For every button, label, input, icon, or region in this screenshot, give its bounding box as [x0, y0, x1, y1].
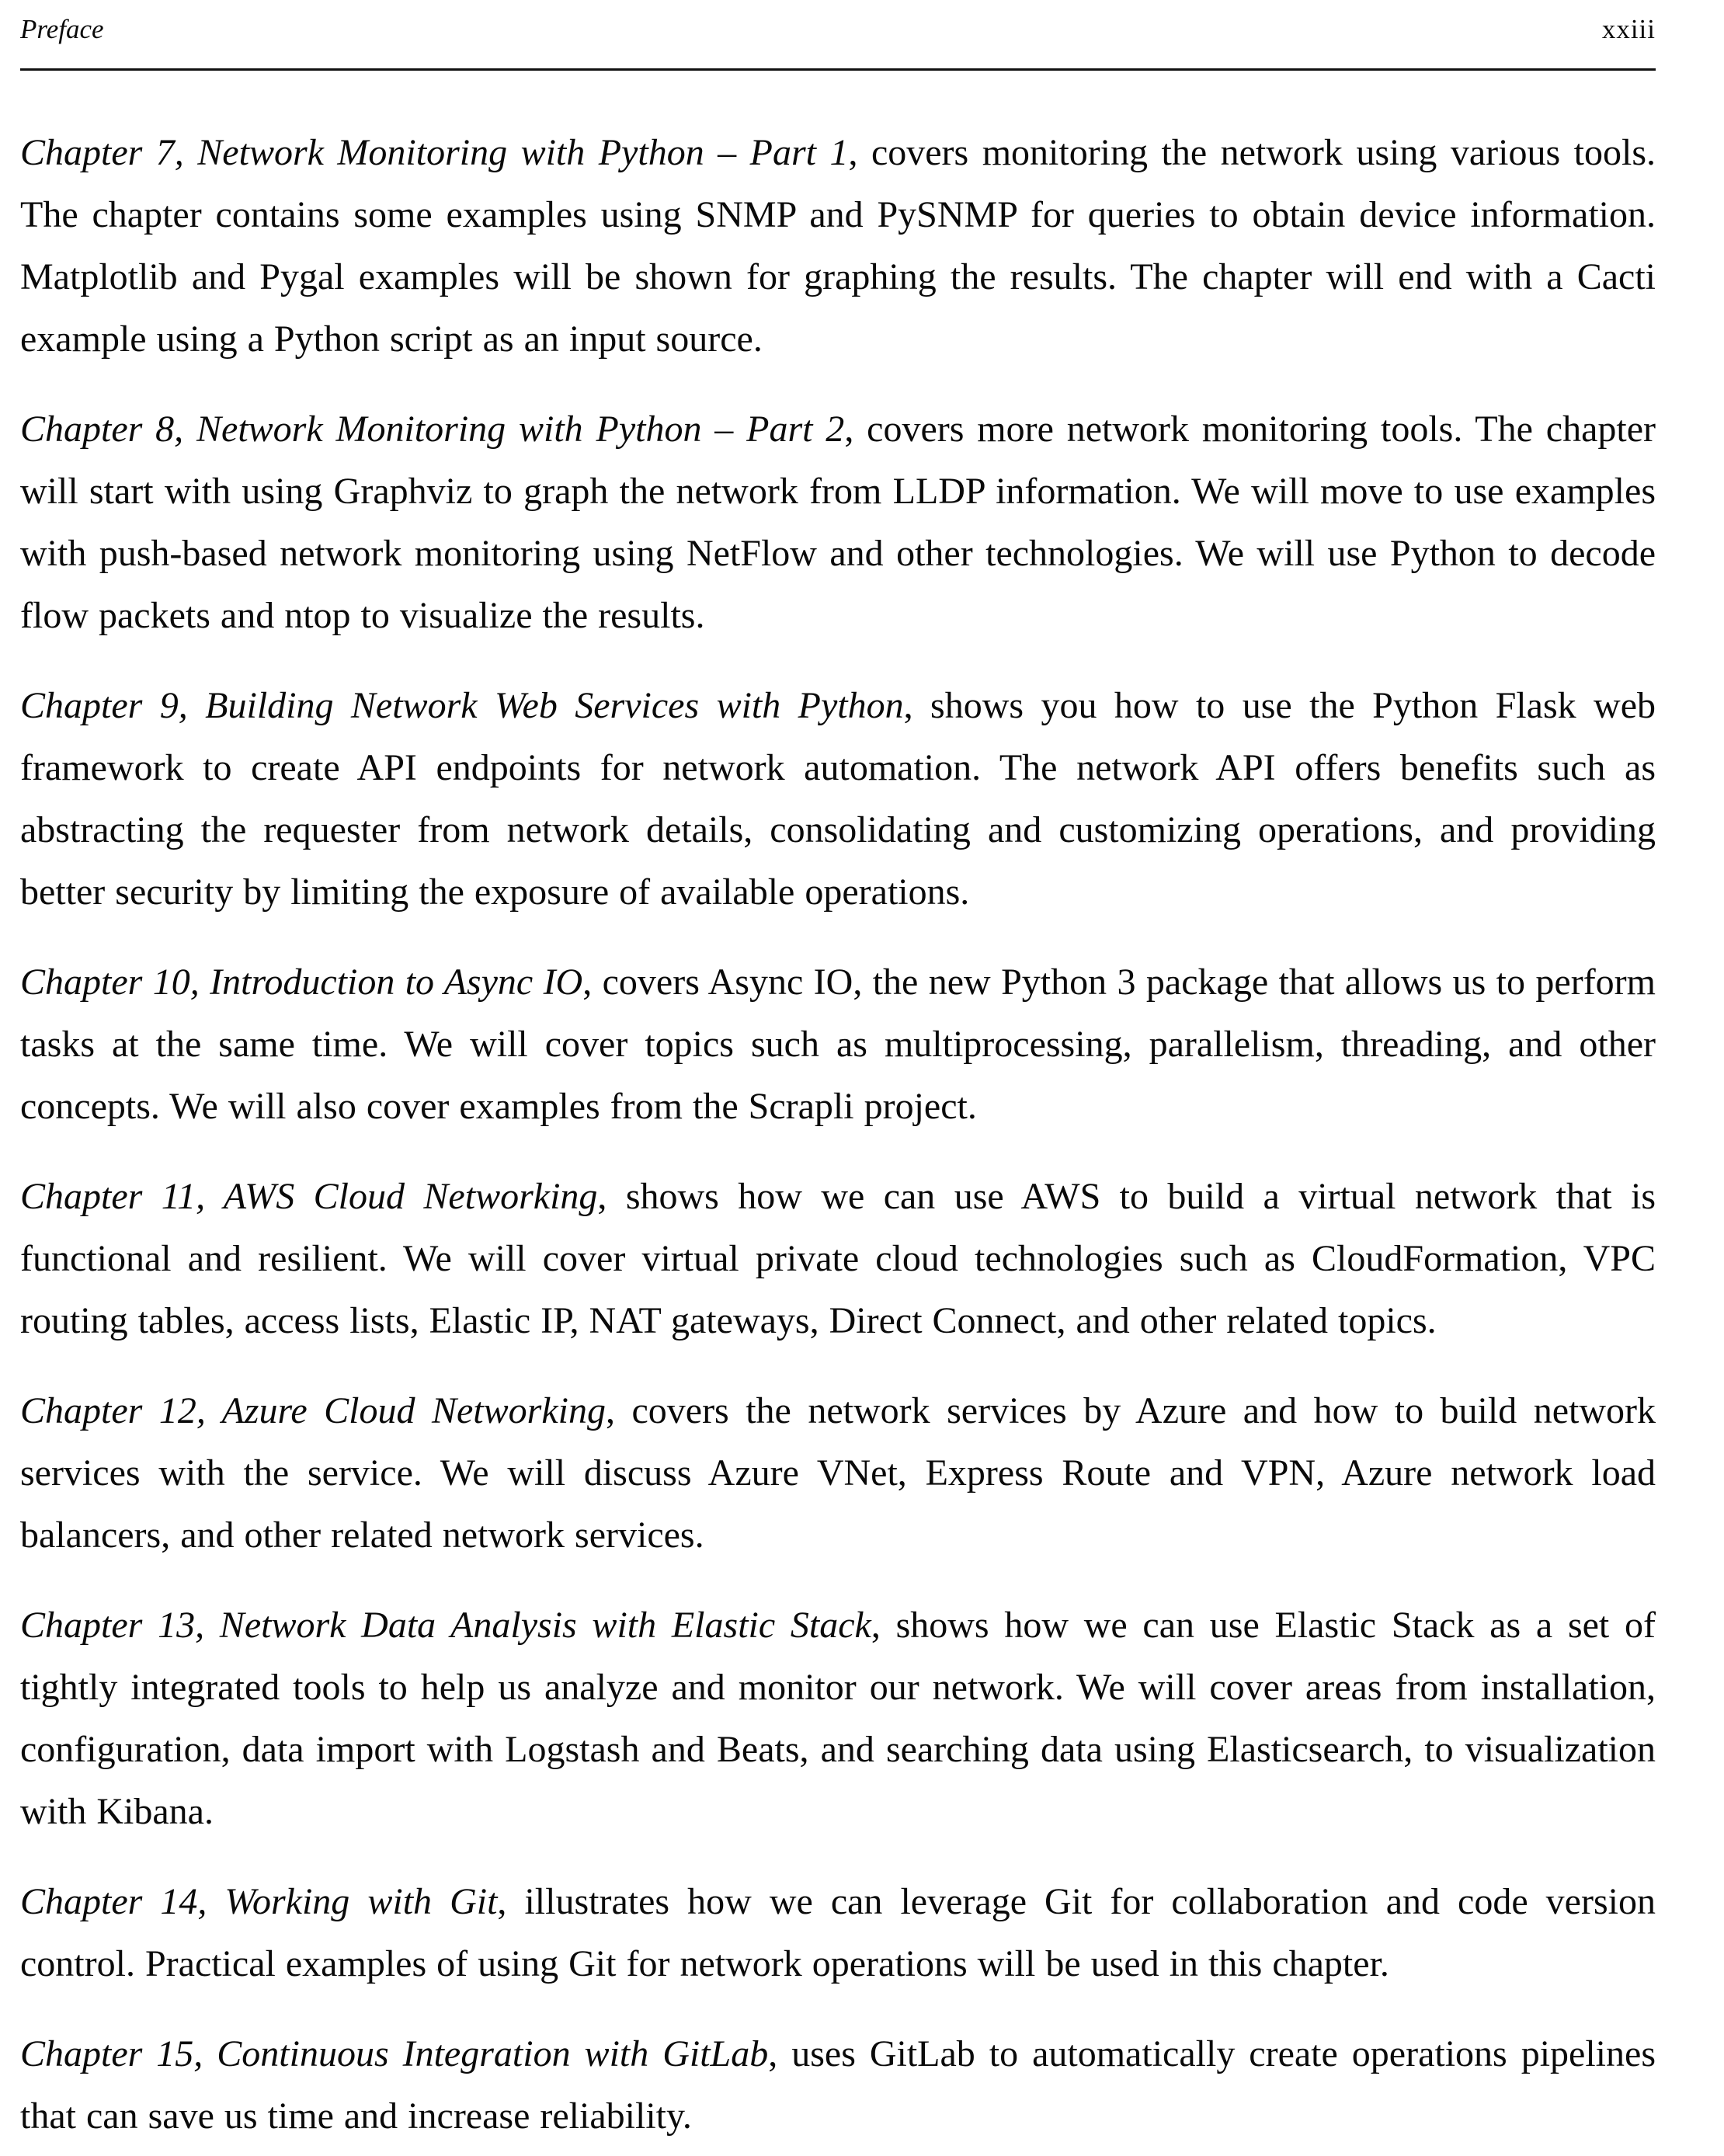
- chapter-15-description: , uses GitLab to automatically create operations pipelines that can save us time and increase reliability.: [20, 2033, 1656, 2137]
- page-number: xxiii: [1601, 14, 1656, 44]
- page-header: [20, 12, 1656, 47]
- chapter-paragraph-14: [20, 1871, 1656, 1995]
- chapter-9-description: , shows you how to use the Python Flask web framework to create API endpoints for network automation. The network API offers benefits such as abstracting the requester from network details, consolidating and customizing operations, and providing better security by limiting the exposure of available operations.: [20, 685, 1656, 913]
- page-body: [20, 122, 1656, 2147]
- chapter-10-title: Chapter 10, Introduction to Async IO: [20, 962, 583, 1003]
- chapter-8-title: Chapter 8, Network Monitoring with Python – Part 2: [20, 409, 845, 450]
- header-rule: [20, 68, 1656, 71]
- chapter-paragraph-9: [20, 675, 1656, 923]
- chapter-paragraph-10: [20, 951, 1656, 1138]
- chapter-11-title: Chapter 11, AWS Cloud Networking: [20, 1176, 598, 1217]
- chapter-paragraph-8: [20, 398, 1656, 647]
- chapter-8-description: , covers more network monitoring tools. The chapter will start with using Graphviz to graph the network from LLDP information. We will move to use examples with push-based network monitoring using NetFlow and other technologies. We will use Python to decode flow packets and ntop to visualize the results.: [20, 409, 1656, 636]
- chapter-15-title: Chapter 15, Continuous Integration with GitLab: [20, 2033, 769, 2074]
- chapter-paragraph-12: [20, 1380, 1656, 1567]
- chapter-paragraph-15: [20, 2023, 1656, 2147]
- chapter-11-description: , shows how we can use AWS to build a virtual network that is functional and resilient. We will cover virtual private cloud technologies such as CloudFormation, VPC routing tables, access lists, Elastic IP, NAT gateways, Direct Connect, and other related topics.: [20, 1176, 1656, 1341]
- chapter-14-title: Chapter 14, Working with Git: [20, 1881, 498, 1922]
- chapter-12-description: , covers the network services by Azure and how to build network services with the service. We will discuss Azure VNet, Express Route and VPN, Azure network load balancers, and other related network services.: [20, 1390, 1656, 1556]
- chapter-7-description: , covers monitoring the network using various tools. The chapter contains some examples using SNMP and PySNMP for queries to obtain device information. Matplotlib and Pygal examples will be shown for graphing the results. The chapter will end with a Cacti example using a Python script as an input source.: [20, 132, 1656, 360]
- chapter-13-description: , shows how we can use Elastic Stack as a set of tightly integrated tools to help us analyze and monitor our network. We will cover areas from installation, configuration, data import with Logstash and Beats, and searching data using Elasticsearch, to visualization with Kibana.: [20, 1605, 1656, 1832]
- chapter-9-title: Chapter 9, Building Network Web Services with Python: [20, 685, 904, 726]
- running-header-title: Preface: [20, 14, 104, 44]
- chapter-12-title: Chapter 12, Azure Cloud Networking: [20, 1390, 606, 1431]
- chapter-14-description: , illustrates how we can leverage Git for collaboration and code version control. Practical examples of using Git for network operations will be used in this chapter.: [20, 1881, 1656, 1984]
- chapter-7-title: Chapter 7, Network Monitoring with Python – Part 1: [20, 132, 849, 173]
- chapter-paragraph-7: [20, 122, 1656, 370]
- chapter-paragraph-13: [20, 1594, 1656, 1843]
- chapter-10-description: , covers Async IO, the new Python 3 package that allows us to perform tasks at the same time. We will cover topics such as multiprocessing, parallelism, threading, and other concepts. We will also cover examples from the Scrapli project.: [20, 962, 1656, 1127]
- chapter-paragraph-11: [20, 1166, 1656, 1352]
- chapter-13-title: Chapter 13, Network Data Analysis with Elastic Stack: [20, 1605, 871, 1646]
